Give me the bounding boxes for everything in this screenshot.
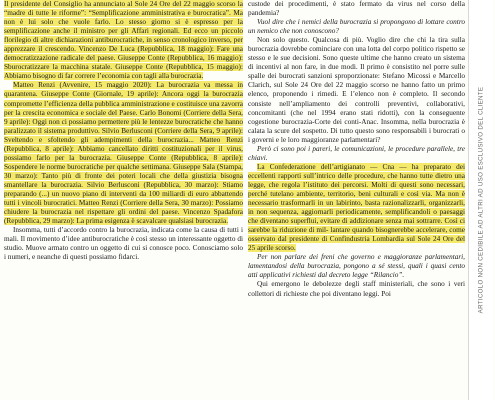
left-column-paragraph <box>4 81 243 226</box>
middle-column-paragraph: Però ci sono poi i pareri, le comunicazioni, le procedure parallele, tre chiavi. <box>248 144 465 162</box>
middle-column-paragraph: Vuol dire che i nemici della burocrazia si propongono di lottare contro un nemico che non conoscono? <box>248 18 465 36</box>
middle-column-paragraph: Per non parlare dei freni che governo e maggioranze parlamentari, lamentandosi della burocrazia, pongono a sé stessi, quali i quasi cento atti applicativi richiesti dal decreto legge “Rilancio”. <box>248 253 465 280</box>
highlighted-text: Matteo Renzi (Avvenire, 15 maggio 2020): La burocrazia va messa in quarantena. Giuseppe Conte (Giornale, 19 aprile): Ancora oggi la burocrazia compromette l’efficienza della pubblica amministrazione e costituisce una zavorra per la crescita economica e sociale del Paese. Carlo Bonomi (Corriere della Sera, 9 aprile): Oggi non ci possiamo permettere più le lentezze burocratiche che hanno paralizzato il sistema produttivo. Silvio Berlusconi (Corriere della Sera, 9 aprile): Sveltendo e sfoltendo gli adempimenti della burocrazia... Matteo Renzi (Repubblica, 8 aprile): Abbiamo cancellato diritti costituzionali per il virus, possiamo farlo per la burocrazia. Giuseppe Conte (Repubblica, 8 aprile): Sospendere le norme burocratiche per qualche settimana. Giuseppe Sala (Stampa, 30 marzo): Tanto più di fronte dei poteri locali che della giustizia bisogna smantellare la burocrazia. Silvio Berlusconi (Repubblica, 30 marzo): Stiamo preparando (...) un nuovo piano di interventi da 100 miliardi di euro abbattendo tutti i vincoli burocratici. Matteo Renzi (Corriere della Sera, 30 marzo): Possiamo chiudere la burocrazia nel rispettare gli ordini del paese. Vincenzo Spadafora (Repubblica, 29 marzo): La prima esigenza è scavalcare qualsiasi burocrazia. <box>4 81 243 226</box>
left-column-paragraph: Insomma, tutti d’accordo contro la burocrazia, indicata come la causa di tutti i mali. Il movimento d’idee antiburocratiche è così stesso un interessante oggetto di studio. Muove armato contro un oggetto di cui si conosce poco. Conosciamo solo i numeri, e neanche di questi possiamo fidarci. <box>4 226 243 262</box>
copyright-notice: ARTICOLO NON CEDIBILE AD ALTRI AD USO ESCLUSIVO DEL CLIENTE <box>477 86 485 314</box>
middle-column-paragraph: Non solo questo. Qualcosa di più. Voglio dire che chi la tira sulla burocrazia dovrebbe cominciare con una lotta del corpo politico rispetto se stesso e le sue decisioni. Sono queste ultime che hanno creato un sistema di incentivi al non fare, in due modi. Il primo è consistito nel porre sulle spalle dei burocrati sanzioni sproporzionate: Stefano Micossi e Marcello Clarich, sul Sole 24 Ore del 22 maggio scorso ne hanno fatto un primo elenco, proponendo i rimedi. E l’elenco non è completo. Il secondo consiste nell’ampliamento dei controlli preventivi, collaborativi, concomitanti (che nel 1994 erano stati ridotti), con la conseguente cogestione burocrazia-Corte dei conti-Anac. Insomma, nella burocrazia è calata la scure del sospetto. Di tutto questo sono responsabili i burocrati o i governi e le loro maggioranze parlamentari? <box>248 36 465 144</box>
left-column-paragraph <box>4 0 243 81</box>
middle-column <box>248 0 465 400</box>
highlighted-text: Il presidente del Consiglio ha annunciato al Sole 24 Ore del 22 maggio scorso la “madre di tutte le riforme”: “Semplificazione amministrativa e burocratica”. Ma non è lui solo che vuole farlo. Lo stesso giorno si è espresso per la semplificazione anche il ministro per gli Affari regionali. Ed ecco un piccolo florilegio di altre dichiarazioni antiburocratiche, in senso cronologico inverso, per apprezzare il crescendo. Vincenzo De Luca (Repubblica, 18 maggio): Fare una democratizzazione radicale del paese. Giuseppe Conte (Repubblica, 16 maggio): Sburocratizzare la macchina statale. Giuseppe Conte (Repubblica, 15 maggio): Abbiamo bisogno di far correre l’economia con tagli alla burocrazia. <box>4 0 243 81</box>
copyright-sidebar <box>468 0 493 400</box>
middle-column-paragraph: custode dei procedimenti, è stato fermato da virus nel corso della pandemia? <box>248 0 465 18</box>
middle-column-paragraph: Qui emergono le debolezze degli staff ministeriali, che sono i veri collettori di richieste che poi diventano leggi. Poi <box>248 280 465 298</box>
middle-column-paragraph <box>248 163 465 253</box>
left-column <box>4 0 243 400</box>
highlighted-text: La Confederazione dell’artigianato — Cna — ha preparato dei eccellenti rapporti sull’intrico delle procedure, che hanno tutte dietro una legge, che regola l’istituto dei percorsi. Molti di questi sono necessari, perché tutelano ambiente, territorio, beni culturali e così via. Ma non è necessario trasformarli in un labirinto, basta razionalizzarli, organizzarli, in non sequenza, aggiornarli periodicamente, semplificandoli o paesaggi che diventano superflui, evitare di addizionare senza mai sottrarre. Così ci sarebbe la riduzione di mil- lantare quando bisognerebbe accelerare, come osservato dal presidente di Confindustria Lombardia sul Sole 24 Ore del 25 aprile scorso. <box>248 162 465 253</box>
